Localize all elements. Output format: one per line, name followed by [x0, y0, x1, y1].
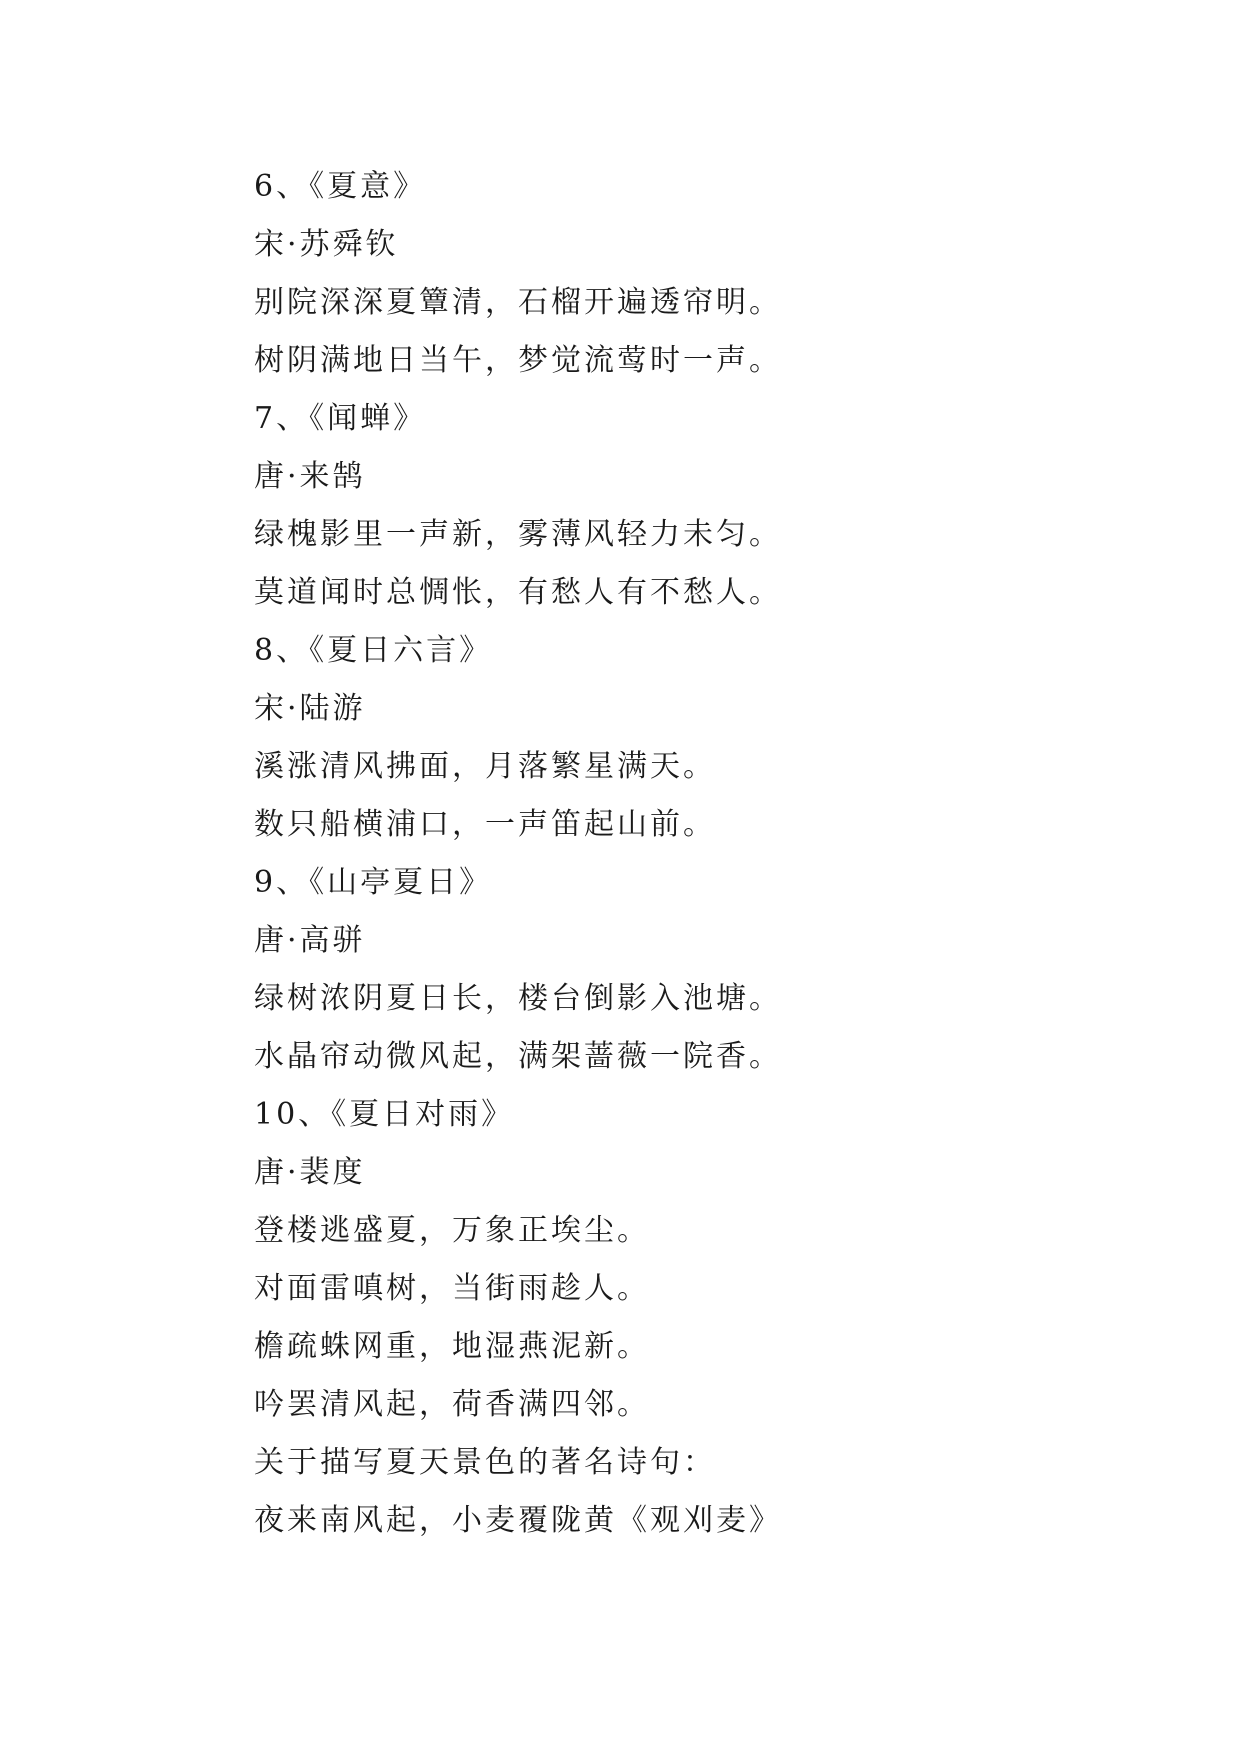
- poem-verse: 树阴满地日当午，梦觉流莺时一声。: [254, 343, 782, 378]
- poem-verse: 水晶帘动微风起，满架蔷薇一院香。: [254, 1039, 782, 1074]
- poem-title: 8、《夏日六言》: [254, 633, 493, 668]
- poem-text-block: [254, 158, 1154, 1550]
- poem-author: 唐·来鹄: [254, 459, 366, 494]
- poem-verse: 数只船横浦口，一声笛起山前。: [254, 807, 716, 842]
- poem-title: 9、《山亭夏日》: [254, 865, 493, 900]
- poem-title: 6、《夏意》: [254, 169, 427, 204]
- poem-verse: 对面雷嗔树，当街雨趁人。: [254, 1271, 650, 1306]
- poem-verse: 莫道闻时总惆怅，有愁人有不愁人。: [254, 575, 782, 610]
- poem-author: 宋·陆游: [254, 691, 366, 726]
- poem-author: 唐·裴度: [254, 1155, 366, 1190]
- poem-verse: 绿树浓阴夏日长，楼台倒影入池塘。: [254, 981, 782, 1016]
- poem-verse: 别院深深夏簟清，石榴开遍透帘明。: [254, 285, 782, 320]
- poem-verse: 溪涨清风拂面，月落繁星满天。: [254, 749, 716, 784]
- poem-title: 7、《闻蝉》: [254, 401, 427, 436]
- famous-verse: 夜来南风起，小麦覆陇黄《观刈麦》: [254, 1503, 782, 1538]
- poem-verse: 绿槐影里一声新，雾薄风轻力未匀。: [254, 517, 782, 552]
- poem-author: 唐·高骈: [254, 923, 366, 958]
- poem-title: 10、《夏日对雨》: [254, 1097, 515, 1132]
- section-heading: 关于描写夏天景色的著名诗句：: [254, 1445, 716, 1480]
- poem-author: 宋·苏舜钦: [254, 227, 399, 262]
- poem-verse: 檐疏蛛网重，地湿燕泥新。: [254, 1329, 650, 1364]
- poem-verse: 登楼逃盛夏，万象正埃尘。: [254, 1213, 650, 1248]
- poem-verse: 吟罢清风起，荷香满四邻。: [254, 1387, 650, 1422]
